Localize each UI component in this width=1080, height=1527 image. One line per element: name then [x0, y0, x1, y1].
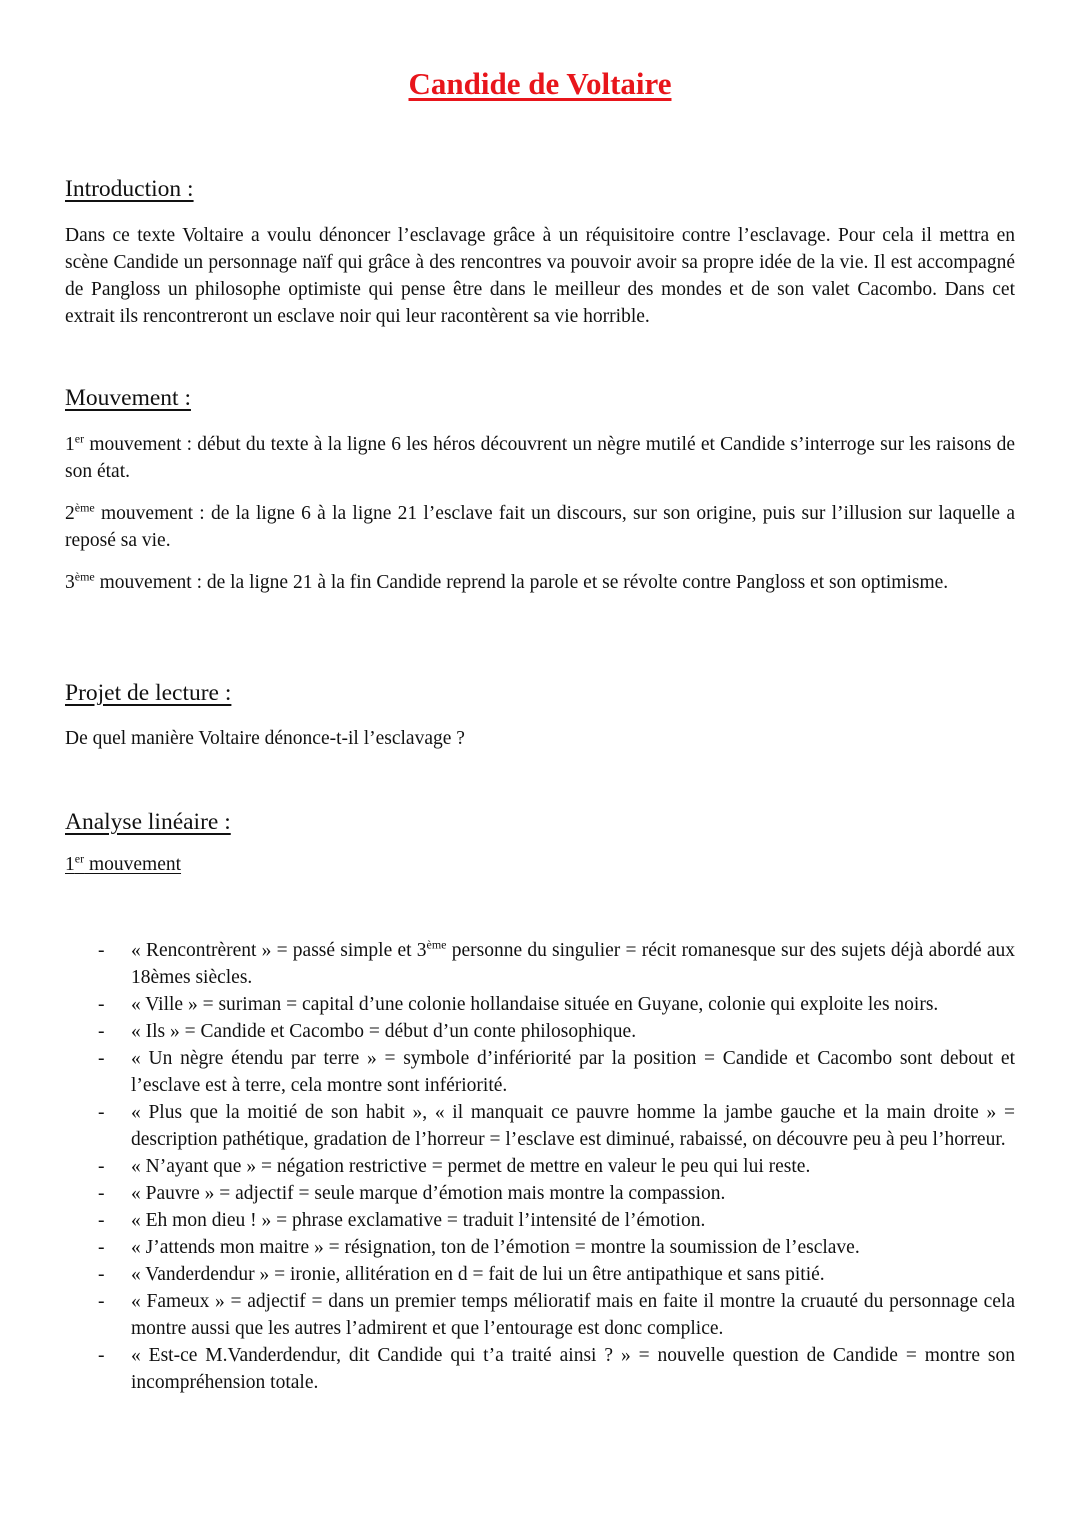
bullet-dash: - — [98, 1264, 105, 1285]
projet-heading: Projet de lecture : — [65, 680, 232, 706]
mouvement-item-2-sup: ème — [74, 500, 95, 515]
bullet-dash: - — [98, 1048, 105, 1069]
list-item-text: « N’ayant que » = négation restrictive = permet de mettre en valeur le peu qui lui reste. — [131, 1156, 811, 1177]
list-item — [0, 1180, 1080, 1207]
analyse-sub-num: 1 — [65, 854, 75, 875]
list-item-text: « Ils » = Candide et Cacombo = début d’un conte philosophique. — [131, 1021, 637, 1042]
mouvement-item-3 — [65, 569, 1015, 596]
mouvement-item-3-text: mouvement : de la ligne 21 à la fin Candide reprend la parole et se révolte contre Pangloss et son optimisme. — [94, 572, 949, 593]
introduction-heading: Introduction : — [65, 176, 194, 202]
bullet-dash: - — [98, 1156, 105, 1177]
bullet-dash: - — [98, 1183, 105, 1204]
bullet-dash: - — [98, 994, 105, 1015]
projet-text: De quel manière Voltaire dénonce-t-il l’esclavage ? — [65, 728, 465, 749]
analyse-sub-sup: er — [74, 851, 85, 866]
list-item — [0, 1018, 1080, 1045]
mouvement-item-1-text: mouvement : début du texte à la ligne 6 les héros découvrent un nègre mutilé et Candide s’interroge sur les raisons de son état. — [65, 434, 1015, 482]
list-item — [0, 1153, 1080, 1180]
analyse-sub-text: mouvement — [84, 854, 182, 875]
list-item-text: « Eh mon dieu ! » = phrase exclamative = traduit l’intensité de l’émotion. — [131, 1210, 706, 1231]
analyse-heading: Analyse linéaire : — [65, 809, 231, 835]
bullet-dash: - — [98, 1210, 105, 1231]
mouvement-item-1 — [65, 431, 1015, 485]
list-item-text: « Pauvre » = adjectif = seule marque d’émotion mais montre la compassion. — [131, 1183, 726, 1204]
list-item — [0, 1207, 1080, 1234]
mouvement-heading: Mouvement : — [65, 385, 191, 411]
list-item-sup: ème — [426, 937, 447, 952]
list-item-text: « Est-ce M.Vanderdendur, dit Candide qui t’a traité ainsi ? » = nouvelle question de Candide = montre son incompréhension totale. — [131, 1345, 1015, 1393]
list-item — [0, 1099, 1080, 1153]
list-item-text: « Vanderdendur » = ironie, allitération en d = fait de lui un être antipathique et sans pitié. — [131, 1264, 825, 1285]
mouvement-item-2 — [65, 500, 1015, 554]
list-item-text: « J’attends mon maitre » = résignation, ton de l’émotion = montre la soumission de l’esclave. — [131, 1237, 860, 1258]
bullet-dash: - — [98, 1102, 105, 1123]
list-item — [0, 937, 1080, 991]
document-title: Candide de Voltaire — [408, 66, 672, 101]
mouvement-item-3-num: 3 — [65, 572, 75, 593]
bullet-dash: - — [98, 1237, 105, 1258]
bullet-dash: - — [98, 940, 105, 961]
bullet-dash: - — [98, 1345, 105, 1366]
list-item — [0, 1261, 1080, 1288]
list-item-text: « Plus que la moitié de son habit », « il manquait ce pauvre homme la jambe gauche et la main droite » = description pathétique, gradation de l’horreur = l’esclave est diminué, rabaissé, on découvre peu à peu l’horreur. — [131, 1102, 1015, 1150]
list-item-text — [131, 937, 1015, 991]
analyse-list — [0, 937, 1080, 1396]
list-item-text: « Un nègre étendu par terre » = symbole d’infériorité par la position = Candide et Cacombo sont debout et l’esclave est à terre, cela montre sont infériorité. — [131, 1048, 1015, 1096]
list-item-text: « Ville » = suriman = capital d’une colonie hollandaise située en Guyane, colonie qui exploite les noirs. — [131, 994, 939, 1015]
list-item-text-part: « Rencontrèrent » = passé simple et 3 — [131, 940, 427, 961]
introduction-text: Dans ce texte Voltaire a voulu dénoncer l’esclavage grâce à un réquisitoire contre l’esclavage. Pour cela il mettra en scène Candide un personnage naïf qui grâce à des rencontres va pouvoir avoir sa propre idée de la vie. Il est accompagné de Pangloss un philosophe optimiste qui pense être dans le meilleur des mondes et de son valet Cacombo. Dans cet extrait ils rencontreront un esclave noir qui leur racontèrent sa vie horrible. — [65, 225, 1015, 327]
mouvement-item-1-sup: er — [74, 431, 85, 446]
mouvement-item-2-text: mouvement : de la ligne 6 à la ligne 21 l’esclave fait un discours, sur son origine, puis sur l’illusion sur laquelle a reposé sa vie. — [65, 503, 1015, 551]
list-item — [0, 1288, 1080, 1342]
list-item — [0, 1234, 1080, 1261]
list-item-text: « Fameux » = adjectif = dans un premier temps mélioratif mais en faite il montre la cruauté du personnage cela montre aussi que les autres l’admirent et que l’entourage est donc complice. — [131, 1291, 1015, 1339]
bullet-dash: - — [98, 1021, 105, 1042]
mouvement-item-1-num: 1 — [65, 434, 75, 455]
list-item-text-part: personne du singulier = récit romanesque sur des sujets déjà abordé aux 18èmes siècles. — [131, 940, 1015, 988]
list-item — [0, 991, 1080, 1018]
mouvement-item-2-num: 2 — [65, 503, 75, 524]
mouvement-item-3-sup: ème — [74, 569, 95, 584]
list-item — [0, 1045, 1080, 1099]
bullet-dash: - — [98, 1291, 105, 1312]
analyse-subheading — [65, 851, 182, 876]
list-item — [0, 1342, 1080, 1396]
